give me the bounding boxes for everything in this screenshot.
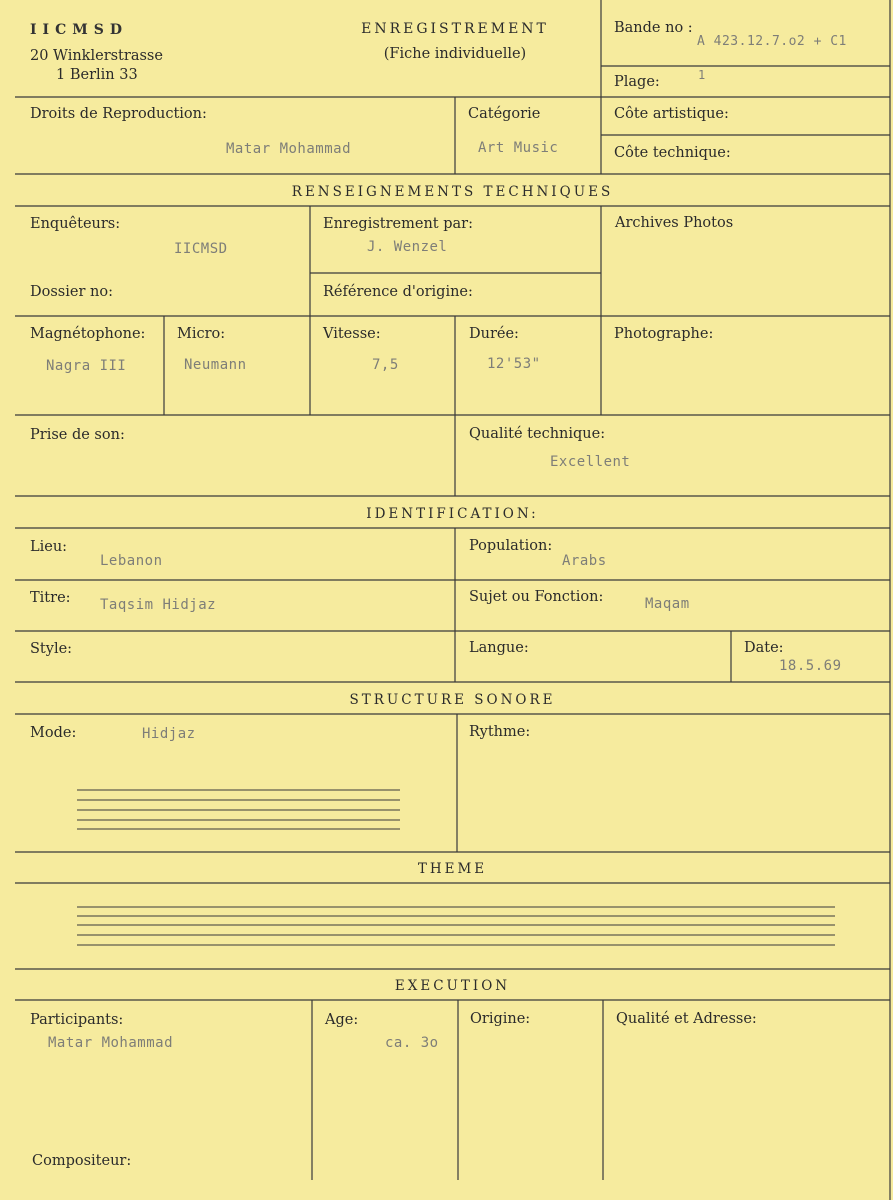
duree-label: Durée: [469,326,519,342]
form-subtitle: (Fiche individuelle) [383,46,527,62]
mode-staff-lines [77,790,400,829]
prise-de-son-label: Prise de son: [30,427,125,443]
address-line-1: 20 Winklerstrasse [30,48,163,64]
bande-value: A 423.12.7.o2 + C1 [697,34,847,49]
bande-label: Bande no : [614,20,693,36]
sujet-label: Sujet ou Fonction: [469,589,604,605]
duree-value: 12'53" [487,356,541,372]
section-title-structure: STRUCTURE SONORE [349,692,556,708]
theme-staff-lines [77,907,835,945]
section-title-theme: THEME [417,861,488,877]
cote-technique-label: Côte technique: [614,145,731,161]
enregistrement-par-value: J. Wenzel [367,239,448,255]
sujet-value: Maqam [645,596,690,612]
population-value: Arabs [562,553,607,569]
qualite-adresse-label: Qualité et Adresse: [616,1011,757,1027]
qualite-technique-label: Qualité technique: [469,426,606,442]
date-value: 18.5.69 [779,658,842,674]
dossier-label: Dossier no: [30,284,113,300]
vitesse-label: Vitesse: [323,326,381,342]
micro-value: Neumann [184,357,247,373]
population-label: Population: [469,538,553,554]
cote-artistique-label: Côte artistique: [614,106,729,122]
enqueteurs-label: Enquêteurs: [30,216,121,232]
rythme-label: Rythme: [469,724,531,740]
plage-label: Plage: [614,74,660,90]
lieu-value: Lebanon [100,553,163,569]
droits-label: Droits de Reproduction: [30,106,207,122]
archives-photos-label: Archives Photos [615,215,734,231]
langue-label: Langue: [469,640,529,656]
compositeur-label: Compositeur: [32,1153,132,1169]
reference-label: Référence d'origine: [323,284,473,300]
titre-value: Taqsim Hidjaz [100,597,217,613]
date-label: Date: [744,640,784,656]
lieu-label: Lieu: [30,539,68,555]
titre-label: Titre: [30,590,71,606]
participants-value: Matar Mohammad [48,1035,174,1051]
mode-value: Hidjaz [142,726,196,742]
style-label: Style: [30,641,73,657]
plage-value: 1 [698,68,706,82]
section-title-technical: RENSEIGNEMENTS TECHNIQUES [291,184,614,200]
participants-label: Participants: [30,1012,124,1028]
form-title: ENREGISTREMENT [361,21,549,37]
droits-value: Matar Mohammad [226,141,352,157]
section-title-execution: EXECUTION [394,978,511,994]
magnetophone-label: Magnétophone: [30,326,146,342]
categorie-value: Art Music [478,140,559,156]
address-line-2: 1 Berlin 33 [56,67,138,83]
age-value: ca. 3o [385,1035,439,1051]
photographe-label: Photographe: [614,326,714,342]
enregistrement-par-label: Enregistrement par: [323,216,473,232]
qualite-technique-value: Excellent [550,454,631,470]
institute-logo: IICMSD [30,22,128,38]
categorie-label: Catégorie [468,106,541,122]
section-title-identification: IDENTIFICATION: [366,506,539,522]
age-label: Age: [325,1012,359,1028]
origine-label: Origine: [470,1011,531,1027]
magnetophone-value: Nagra III [46,358,127,374]
vitesse-value: 7,5 [372,357,399,373]
micro-label: Micro: [177,326,226,342]
enqueteurs-value: IICMSD [174,241,228,257]
mode-label: Mode: [30,725,77,741]
